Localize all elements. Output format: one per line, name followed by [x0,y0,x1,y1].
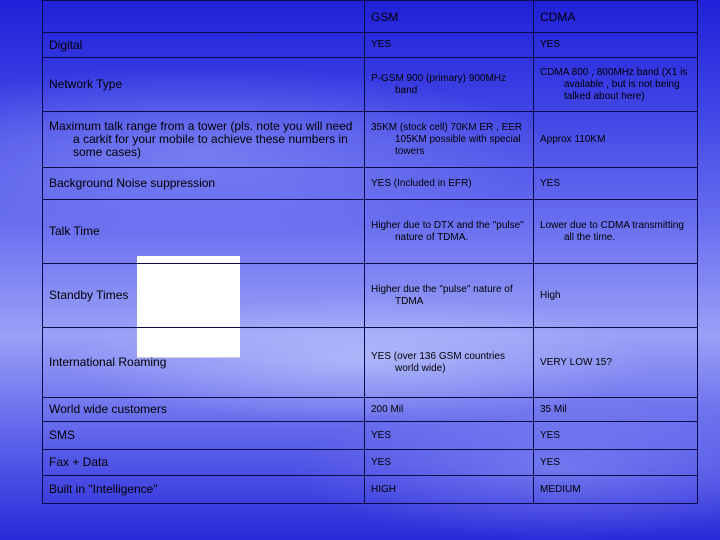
gsm-cell: YES [365,450,534,476]
table-row [43,328,698,398]
table-row [43,264,698,328]
gsm-cell-text: Higher due to DTX and the "pulse" nature of TDMA. [371,219,524,243]
cdma-cell: 35 Mil [534,398,698,422]
row-label: Digital [43,33,365,58]
header-gsm: GSM [365,1,534,33]
table-row [43,112,698,168]
row-label: Background Noise suppression [43,168,365,200]
gsm-cell: YES (Included in EFR) [365,168,534,200]
gsm-cell: HIGH [365,476,534,504]
header-cdma: CDMA [534,1,698,33]
gsm-cell [365,200,534,264]
row-label-text: Maximum talk range from a tower (pls. note you will need a carkit for your mobile to achieve these numbers in some cases) [49,119,353,159]
row-label [43,112,365,168]
table-row [43,422,698,450]
table-row [43,200,698,264]
cdma-cell-text: Lower due to CDMA transmitting all the time. [540,219,684,243]
cdma-cell: Approx 110KM [534,112,698,168]
cdma-cell: MEDIUM [534,476,698,504]
cdma-cell [534,200,698,264]
table-row [43,58,698,112]
row-label: SMS [43,422,365,450]
gsm-cell-text: YES (over 136 GSM countries world wide) [371,350,505,374]
header-row [43,1,698,33]
row-label: Built in "Intelligence" [43,476,365,504]
gsm-cell: 200 Mil [365,398,534,422]
table-row [43,168,698,200]
header-empty [43,1,365,33]
cdma-cell: YES [534,168,698,200]
cdma-cell [534,58,698,112]
cdma-cell-text: CDMA 800 , 800MHz band (X1 is available , but is not being talked about here) [540,66,688,102]
row-label: World wide customers [43,398,365,422]
table-row [43,476,698,504]
row-label: Standby Times [43,264,365,328]
gsm-cell: YES [365,422,534,450]
table-row [43,33,698,58]
row-label: Fax + Data [43,450,365,476]
gsm-cell [365,58,534,112]
gsm-cell [365,112,534,168]
gsm-cell [365,328,534,398]
gsm-cell-text: Higher due the "pulse" nature of TDMA [371,283,513,307]
cdma-cell: YES [534,422,698,450]
table-row [43,398,698,422]
gsm-cell [365,264,534,328]
gsm-cell: YES [365,33,534,58]
cdma-cell: High [534,264,698,328]
table-row [43,450,698,476]
cdma-cell: YES [534,450,698,476]
row-label: Talk Time [43,200,365,264]
row-label: Network Type [43,58,365,112]
row-label: International Roaming [43,328,365,398]
gsm-cell-text: P-GSM 900 (primary) 900MHz band [371,72,507,96]
comparison-table [42,0,698,504]
cdma-cell: YES [534,33,698,58]
gsm-cell-text: 35KM (stock cell) 70KM ER , EER 105KM possible with special towers [371,121,523,157]
cdma-cell: VERY LOW 15? [534,328,698,398]
